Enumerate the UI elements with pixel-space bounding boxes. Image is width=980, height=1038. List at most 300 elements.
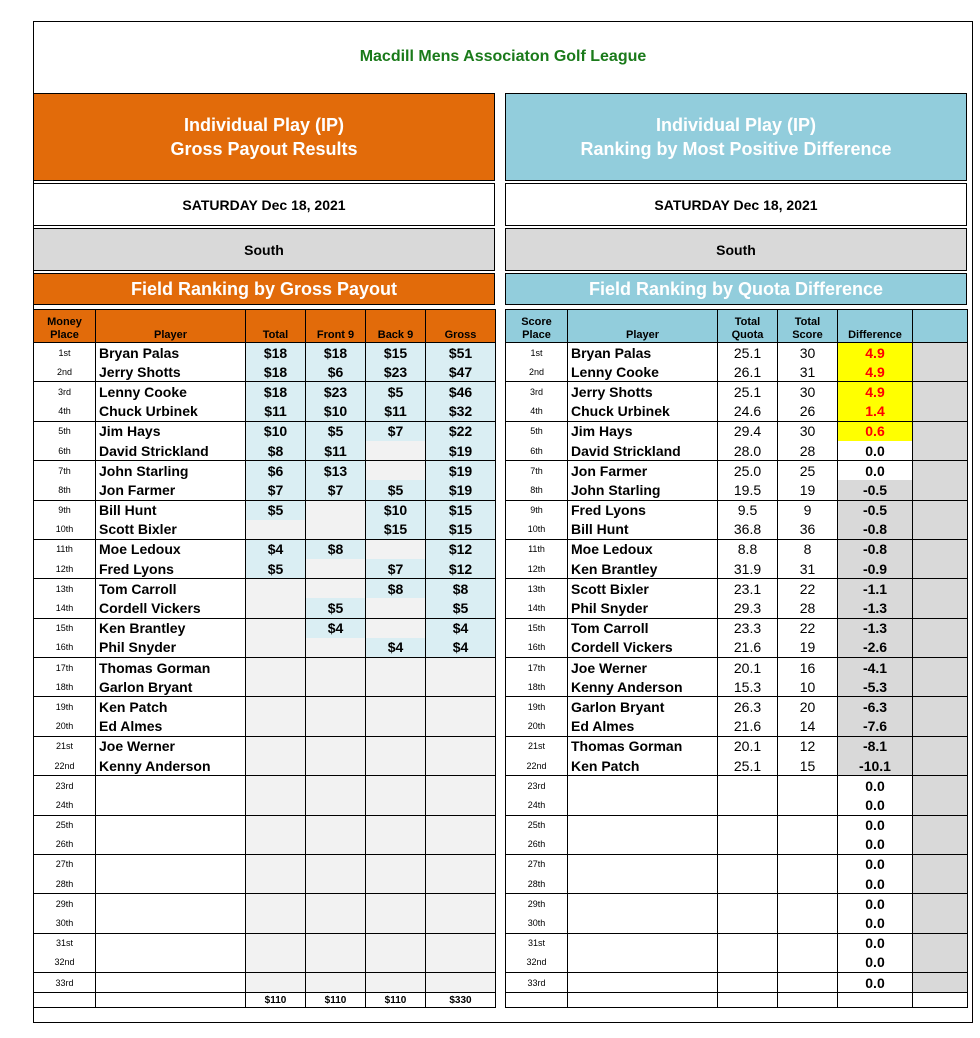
filler-cell <box>913 421 968 441</box>
score-place: 23rd <box>506 776 568 796</box>
quota-cell: 23.1 <box>718 579 778 599</box>
gross-table-header <box>34 310 496 343</box>
left-title-line1: Individual Play (IP) <box>183 115 345 135</box>
total-cell <box>246 953 306 973</box>
player-name <box>568 795 718 815</box>
front9-cell: $6 <box>306 362 366 382</box>
score-cell <box>778 776 838 796</box>
player-name <box>96 913 246 933</box>
quota-cell <box>718 815 778 835</box>
filler-cell <box>913 697 968 717</box>
table-row <box>34 933 496 953</box>
filler-cell <box>913 815 968 835</box>
money-place: 1st <box>34 343 96 363</box>
difference-cell: 0.0 <box>838 815 913 835</box>
table-row <box>506 815 968 835</box>
total-cell <box>246 835 306 855</box>
total-cell <box>246 658 306 678</box>
gross-cell: $4 <box>426 618 496 638</box>
quota-cell <box>718 835 778 855</box>
score-place: 9th <box>506 500 568 520</box>
player-name: Scott Bixler <box>568 579 718 599</box>
right-title-box <box>505 93 967 181</box>
quota-cell <box>718 933 778 953</box>
money-place: 22nd <box>34 756 96 776</box>
score-cell: 10 <box>778 677 838 697</box>
quota-cell: 29.3 <box>718 598 778 618</box>
table-row <box>34 894 496 914</box>
score-cell: 26 <box>778 402 838 422</box>
front9-cell: $18 <box>306 343 366 363</box>
score-cell: 28 <box>778 441 838 461</box>
filler-cell <box>913 756 968 776</box>
score-place: 30th <box>506 913 568 933</box>
score-place: 6th <box>506 441 568 461</box>
table-row <box>506 874 968 894</box>
player-name <box>96 815 246 835</box>
difference-cell: 0.0 <box>838 894 913 914</box>
front9-cell <box>306 717 366 737</box>
back9-cell: $4 <box>366 638 426 658</box>
player-name: Jerry Shotts <box>568 382 718 402</box>
table-row <box>506 638 968 658</box>
back9-cell <box>366 539 426 559</box>
score-cell <box>778 835 838 855</box>
difference-cell: 4.9 <box>838 343 913 363</box>
difference-cell: 0.0 <box>838 776 913 796</box>
front9-cell <box>306 658 366 678</box>
score-cell: 22 <box>778 579 838 599</box>
back9-cell: $15 <box>366 343 426 363</box>
player-name: Thomas Gorman <box>96 658 246 678</box>
total-cell <box>246 638 306 658</box>
gross-cell <box>426 854 496 874</box>
front9-cell <box>306 795 366 815</box>
total-cell: $11 <box>246 402 306 422</box>
player-name: Chuck Urbinek <box>568 402 718 422</box>
money-place: 5th <box>34 421 96 441</box>
back9-cell: $10 <box>366 500 426 520</box>
score-place: 19th <box>506 697 568 717</box>
back9-cell: $15 <box>366 520 426 540</box>
player-name: Cordell Vickers <box>96 598 246 618</box>
player-name <box>568 894 718 914</box>
col-difference: Difference <box>838 310 913 343</box>
front9-cell <box>306 894 366 914</box>
table-row <box>34 658 496 678</box>
table-row <box>34 441 496 461</box>
player-name: Fred Lyons <box>96 559 246 579</box>
money-place: 15th <box>34 618 96 638</box>
back9-cell <box>366 618 426 638</box>
player-name <box>96 874 246 894</box>
table-row <box>506 402 968 422</box>
filler-cell <box>913 638 968 658</box>
back9-cell <box>366 658 426 678</box>
left-date: SATURDAY Dec 18, 2021 <box>33 183 495 226</box>
player-name: Garlon Bryant <box>96 677 246 697</box>
front9-cell <box>306 835 366 855</box>
player-name <box>568 815 718 835</box>
money-place: 14th <box>34 598 96 618</box>
gross-cell: $51 <box>426 343 496 363</box>
score-cell: 12 <box>778 736 838 756</box>
quota-cell: 15.3 <box>718 677 778 697</box>
back9-cell <box>366 697 426 717</box>
money-place: 31st <box>34 933 96 953</box>
score-place: 4th <box>506 402 568 422</box>
back9-cell: $7 <box>366 421 426 441</box>
col-money-place: Money Place <box>34 310 96 343</box>
difference-cell: 0.0 <box>838 973 913 993</box>
front9-cell: $11 <box>306 441 366 461</box>
front9-cell: $5 <box>306 598 366 618</box>
player-name <box>96 835 246 855</box>
player-name: Lenny Cooke <box>568 362 718 382</box>
filler-cell <box>913 973 968 993</box>
gross-cell <box>426 658 496 678</box>
difference-cell: 0.0 <box>838 854 913 874</box>
total-cell: $8 <box>246 441 306 461</box>
back9-cell: $23 <box>366 362 426 382</box>
col-total-quota: Total Quota <box>718 310 778 343</box>
player-name: Scott Bixler <box>96 520 246 540</box>
gross-cell: $47 <box>426 362 496 382</box>
gross-cell: $12 <box>426 559 496 579</box>
player-name: Cordell Vickers <box>568 638 718 658</box>
left-course: South <box>33 228 495 271</box>
front9-cell <box>306 854 366 874</box>
player-name: Moe Ledoux <box>96 539 246 559</box>
money-place: 2nd <box>34 362 96 382</box>
difference-cell: -2.6 <box>838 638 913 658</box>
left-panel-header <box>33 93 495 305</box>
table-row <box>506 421 968 441</box>
quota-cell: 25.0 <box>718 461 778 481</box>
filler-cell <box>913 520 968 540</box>
front9-cell <box>306 953 366 973</box>
gross-cell: $46 <box>426 382 496 402</box>
quota-cell: 28.0 <box>718 441 778 461</box>
player-name: Joe Werner <box>568 658 718 678</box>
gross-cell <box>426 913 496 933</box>
player-name <box>96 973 246 993</box>
difference-cell: -0.5 <box>838 500 913 520</box>
player-name: Phil Snyder <box>568 598 718 618</box>
quota-cell <box>718 953 778 973</box>
table-row <box>506 598 968 618</box>
quota-table-header <box>506 310 968 343</box>
gross-cell <box>426 677 496 697</box>
player-name: Phil Snyder <box>96 638 246 658</box>
filler-cell <box>913 618 968 638</box>
back9-cell <box>366 736 426 756</box>
score-cell: 28 <box>778 598 838 618</box>
difference-cell: 0.0 <box>838 461 913 481</box>
quota-cell: 26.3 <box>718 697 778 717</box>
player-name <box>96 894 246 914</box>
filler-cell <box>913 933 968 953</box>
front9-cell <box>306 815 366 835</box>
table-row <box>34 677 496 697</box>
player-name: Ed Almes <box>568 717 718 737</box>
score-place: 31st <box>506 933 568 953</box>
table-row <box>34 402 496 422</box>
table-row <box>506 776 968 796</box>
filler-cell <box>913 677 968 697</box>
table-row <box>34 598 496 618</box>
score-place: 13th <box>506 579 568 599</box>
player-name: John Starling <box>96 461 246 481</box>
score-cell <box>778 913 838 933</box>
score-cell <box>778 933 838 953</box>
total-cell <box>246 736 306 756</box>
money-place: 20th <box>34 717 96 737</box>
money-place: 21st <box>34 736 96 756</box>
table-row <box>506 933 968 953</box>
difference-cell: 0.0 <box>838 441 913 461</box>
filler-cell <box>913 579 968 599</box>
front9-cell <box>306 677 366 697</box>
gross-cell: $8 <box>426 579 496 599</box>
difference-cell: -0.8 <box>838 520 913 540</box>
quota-cell: 24.6 <box>718 402 778 422</box>
player-name <box>568 973 718 993</box>
col-score-place: Score Place <box>506 310 568 343</box>
player-name <box>568 913 718 933</box>
table-row <box>506 835 968 855</box>
score-cell: 14 <box>778 717 838 737</box>
player-name: Bill Hunt <box>96 500 246 520</box>
player-name <box>96 795 246 815</box>
player-name: Jim Hays <box>96 421 246 441</box>
table-row <box>34 854 496 874</box>
player-name: Kenny Anderson <box>568 677 718 697</box>
quota-cell <box>718 894 778 914</box>
gross-totals-row <box>34 993 496 1008</box>
table-row <box>506 441 968 461</box>
filler-cell <box>913 854 968 874</box>
score-place: 29th <box>506 894 568 914</box>
quota-cell: 31.9 <box>718 559 778 579</box>
left-title-line2: Gross Payout Results <box>170 139 358 159</box>
right-title-line2: Ranking by Most Positive Difference <box>580 139 892 159</box>
player-name <box>96 854 246 874</box>
player-name: Garlon Bryant <box>568 697 718 717</box>
quota-cell: 25.1 <box>718 382 778 402</box>
player-name: Fred Lyons <box>568 500 718 520</box>
money-place: 3rd <box>34 382 96 402</box>
table-row <box>506 736 968 756</box>
left-title-box <box>33 93 495 181</box>
back9-cell <box>366 913 426 933</box>
score-cell <box>778 854 838 874</box>
front9-cell <box>306 697 366 717</box>
quota-totals-row <box>506 993 968 1008</box>
table-row <box>34 874 496 894</box>
table-row <box>34 362 496 382</box>
quota-cell: 21.6 <box>718 638 778 658</box>
front9-cell: $7 <box>306 480 366 500</box>
table-row <box>34 736 496 756</box>
quota-cell: 36.8 <box>718 520 778 540</box>
score-place: 2nd <box>506 362 568 382</box>
gross-cell: $32 <box>426 402 496 422</box>
col-gross: Gross <box>426 310 496 343</box>
score-place: 11th <box>506 539 568 559</box>
score-place: 3rd <box>506 382 568 402</box>
money-place: 11th <box>34 539 96 559</box>
total-cell <box>246 697 306 717</box>
score-place: 7th <box>506 461 568 481</box>
table-row <box>34 717 496 737</box>
money-place: 6th <box>34 441 96 461</box>
table-row <box>34 421 496 441</box>
quota-cell: 19.5 <box>718 480 778 500</box>
back9-cell <box>366 854 426 874</box>
gross-cell <box>426 717 496 737</box>
filler-cell <box>913 874 968 894</box>
quota-cell <box>718 973 778 993</box>
player-name: Bill Hunt <box>568 520 718 540</box>
quota-cell: 29.4 <box>718 421 778 441</box>
filler-cell <box>913 835 968 855</box>
table-row <box>34 539 496 559</box>
player-name <box>568 776 718 796</box>
right-title-line1: Individual Play (IP) <box>655 115 817 135</box>
front9-cell: $13 <box>306 461 366 481</box>
gross-cell <box>426 933 496 953</box>
money-place: 10th <box>34 520 96 540</box>
player-name <box>96 933 246 953</box>
right-course: South <box>505 228 967 271</box>
quota-cell: 21.6 <box>718 717 778 737</box>
player-name <box>568 874 718 894</box>
player-name <box>568 953 718 973</box>
gross-cell <box>426 815 496 835</box>
gross-cell <box>426 835 496 855</box>
table-row <box>506 717 968 737</box>
filler-cell <box>913 795 968 815</box>
player-name: Jon Farmer <box>568 461 718 481</box>
col-filler <box>913 310 968 343</box>
score-cell: 25 <box>778 461 838 481</box>
difference-cell: -10.1 <box>838 756 913 776</box>
difference-cell: -8.1 <box>838 736 913 756</box>
money-place: 8th <box>34 480 96 500</box>
quota-cell <box>718 854 778 874</box>
filler-cell <box>913 776 968 796</box>
back9-cell <box>366 776 426 796</box>
score-cell <box>778 973 838 993</box>
table-row <box>34 815 496 835</box>
table-row <box>506 854 968 874</box>
filler-cell <box>913 736 968 756</box>
score-cell <box>778 874 838 894</box>
filler-cell <box>913 894 968 914</box>
table-row <box>506 795 968 815</box>
money-place: 9th <box>34 500 96 520</box>
score-place: 32nd <box>506 953 568 973</box>
gross-cell <box>426 795 496 815</box>
score-cell: 15 <box>778 756 838 776</box>
table-row <box>506 539 968 559</box>
table-row <box>506 894 968 914</box>
gross-cell: $19 <box>426 441 496 461</box>
front9-cell <box>306 913 366 933</box>
score-cell: 8 <box>778 539 838 559</box>
total-cell <box>246 618 306 638</box>
difference-cell: 1.4 <box>838 402 913 422</box>
player-name: Moe Ledoux <box>568 539 718 559</box>
gross-cell <box>426 776 496 796</box>
score-cell <box>778 894 838 914</box>
total-cell <box>246 717 306 737</box>
filler-cell <box>913 913 968 933</box>
score-place: 5th <box>506 421 568 441</box>
player-name <box>96 953 246 973</box>
money-place: 28th <box>34 874 96 894</box>
front9-cell <box>306 736 366 756</box>
table-row <box>506 520 968 540</box>
score-place: 21st <box>506 736 568 756</box>
table-row <box>34 835 496 855</box>
difference-cell: -0.5 <box>838 480 913 500</box>
money-place: 7th <box>34 461 96 481</box>
quota-cell: 9.5 <box>718 500 778 520</box>
back9-cell <box>366 717 426 737</box>
player-name: Lenny Cooke <box>96 382 246 402</box>
difference-cell: 4.9 <box>838 362 913 382</box>
table-row <box>34 776 496 796</box>
gross-cell <box>426 756 496 776</box>
score-cell: 30 <box>778 343 838 363</box>
back9-cell <box>366 874 426 894</box>
total-cell <box>246 973 306 993</box>
score-cell: 22 <box>778 618 838 638</box>
score-place: 10th <box>506 520 568 540</box>
player-name: John Starling <box>568 480 718 500</box>
player-name: Thomas Gorman <box>568 736 718 756</box>
player-name: Joe Werner <box>96 736 246 756</box>
difference-cell: 0.0 <box>838 835 913 855</box>
money-place: 33rd <box>34 973 96 993</box>
total-cell <box>246 913 306 933</box>
front9-cell <box>306 559 366 579</box>
money-place: 30th <box>34 913 96 933</box>
gross-cell <box>426 874 496 894</box>
difference-cell: 0.0 <box>838 795 913 815</box>
sum-gross: $330 <box>426 993 496 1008</box>
total-cell <box>246 598 306 618</box>
back9-cell <box>366 461 426 481</box>
player-name: Ed Almes <box>96 717 246 737</box>
quota-cell: 25.1 <box>718 756 778 776</box>
total-cell: $5 <box>246 559 306 579</box>
front9-cell <box>306 776 366 796</box>
difference-cell: -7.6 <box>838 717 913 737</box>
score-cell: 19 <box>778 480 838 500</box>
difference-cell: 0.0 <box>838 953 913 973</box>
score-cell: 31 <box>778 362 838 382</box>
score-cell: 30 <box>778 382 838 402</box>
player-name: Bryan Palas <box>96 343 246 363</box>
right-date: SATURDAY Dec 18, 2021 <box>505 183 967 226</box>
total-cell <box>246 854 306 874</box>
total-cell <box>246 776 306 796</box>
table-row <box>506 953 968 973</box>
money-place: 13th <box>34 579 96 599</box>
